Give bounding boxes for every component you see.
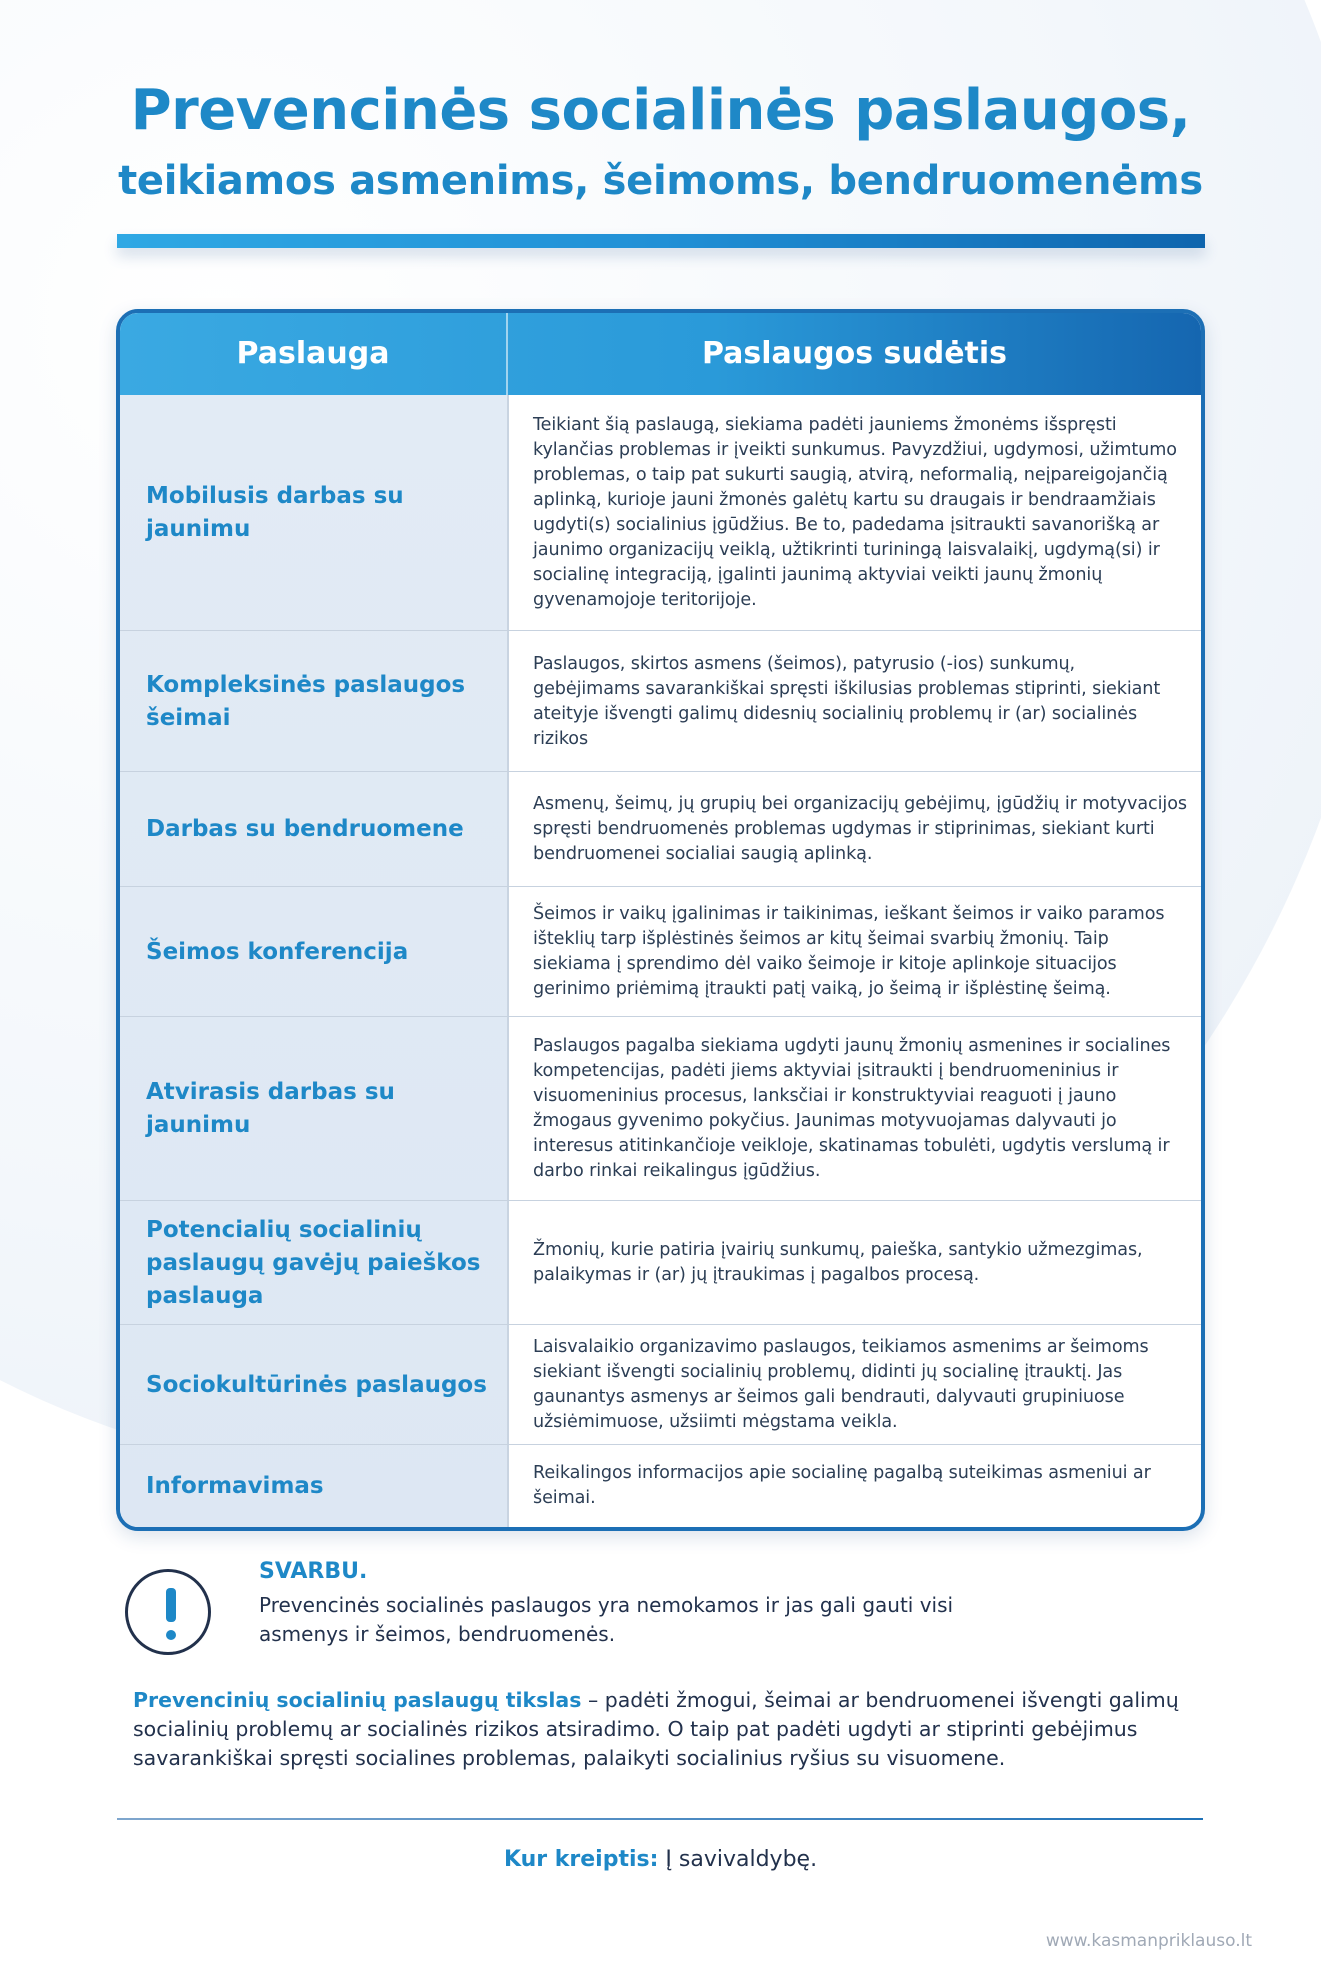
table-row bbox=[120, 1201, 1201, 1325]
exclamation-bar bbox=[166, 1588, 176, 1622]
where-label: Kur kreiptis: bbox=[503, 1847, 659, 1872]
notice-text: Prevencinės socialinės paslaugos yra nemokamos ir jas gali gauti visi asmenys ir šeimos, bendruomenės. bbox=[259, 1593, 954, 1646]
goal-label: Prevencinių socialinių paslaugų tikslas bbox=[133, 1688, 582, 1712]
table-header bbox=[120, 313, 1201, 395]
table-row bbox=[120, 395, 1201, 631]
website-url: www.kasmanpriklauso.lt bbox=[1045, 1931, 1252, 1951]
title-underline bbox=[117, 234, 1205, 248]
service-description: Paslaugos pagalba siekiama ugdyti jaunų žmonių asmenines ir socialines kompetencijas, padėti jiems aktyviai įsitraukti į bendruomeninius ir visuomeninius procesus, lanksčiai ir konstruktyviai reaguoti į jauno žmogaus gyvenimo pokyčius. Jaunimas motyvuojamas dalyvauti jo interesus atitinkančioje veikloje, skatinamas tobulėti, ugdytis verslumą ir darbo rinkai reikalingus įgūdžius. bbox=[533, 1036, 1171, 1181]
service-name: Darbas su bendruomene bbox=[146, 816, 464, 842]
exclamation-icon bbox=[125, 1569, 211, 1655]
exclamation-dot bbox=[166, 1630, 176, 1640]
notice-title: SVARBU. bbox=[259, 1559, 368, 1584]
service-description: Teikiant šią paslaugą, siekiama padėti jauniems žmonėms išspręsti kylančias problemas ir įveikti sunkumus. Pavyzdžiui, ugdymosi, užimtumo problemas, o taip pat sukurti saugią, atvirą, neformalią, neįpareigojančią aplinką, kurioje jauni žmonės galėtų kartu su draugais ir bendraamžiais ugdyti(s) socialinius įgūdžius. Be to, padedama įsitraukti savanorišką ar jaunimo organizacijų veiklą, užtikrinti turiningą laisvalaikį, ugdymą(si) ir socialinę integraciją, įgalinti jaunimą aktyviai veikti jaunų žmonių gyvenamojoje teritorijoje. bbox=[533, 415, 1177, 610]
service-description: Paslaugos, skirtos asmens (šeimos), patyrusio (-ios) sunkumų, gebėjimams savarankiškai spręsti iškilusias problemas stiprinti, siekiant ateityje išvengti galimų didesnių socialinių problemų ir (ar) socialinės rizikos bbox=[533, 653, 1161, 749]
service-name: Informavimas bbox=[146, 1472, 324, 1499]
services-table bbox=[116, 309, 1205, 1531]
service-description: Laisvalaikio organizavimo paslaugos, teikiamos asmenims ar šeimoms siekiant išvengti socialinių problemų, didinti jų socialinę įtrauktį. Jas gaunantys asmenys ar šeimos gali bendrauti, dalyvauti grupiniuose užsiėmimuose, užsiimti mėgstama veikla. bbox=[533, 1337, 1149, 1432]
service-name: Potencialių socialinių paslaugų gavėjų paieškos paslauga bbox=[146, 1216, 481, 1309]
service-description: Šeimos ir vaikų įgalinimas ir taikinimas, ieškant šeimos ir vaiko paramos išteklių tarp išplėstinės šeimos ar kitų šeimai svarbių žmonių. Taip siekiama į sprendimo dėl vaiko šeimoje ir kitoje aplinkoje situacijos gerinimo priėmimą įtraukti patį vaiką, jo šeimą ir išplėstinę šeimą. bbox=[533, 904, 1165, 999]
service-name: Sociokultūrinės paslaugos bbox=[146, 1371, 487, 1398]
service-description: Žmonių, kurie patiria įvairių sunkumų, paieška, santykio užmezgimas, palaikymas ir (ar) jų įtraukimas į pagalbos procesą. bbox=[533, 1240, 1143, 1285]
service-description: Reikalingos informacijos apie socialinę pagalbą suteikimas asmeniui ar šeimai. bbox=[533, 1463, 1151, 1508]
service-name: Atvirasis darbas su jaunimu bbox=[146, 1079, 395, 1138]
service-name: Šeimos konferencija bbox=[146, 938, 409, 965]
service-description: Asmenų, šeimų, jų grupių bei organizacijų gebėjimų, įgūdžių ir motyvacijos spręsti bendruomenės problemas ugdymas ir stiprinimas, siekiant kurti bendruomenei socialiai saugią aplinką. bbox=[533, 794, 1187, 864]
goal-text: – padėti žmogui, šeimai ar bendruomenei išvengti galimų socialinių problemų ar socialinės rizikos atsiradimo. O taip pat padėti ugdyti ar stiprinti gebėjimus savarankiškai spręsti socialines problemas, palaikyti socialinius ryšius su visuomene. bbox=[133, 1688, 1179, 1770]
goal-paragraph bbox=[133, 1686, 1203, 1773]
service-name: Mobilusis darbas su jaunimu bbox=[146, 483, 404, 542]
table-row bbox=[120, 1445, 1201, 1527]
service-name: Kompleksinės paslaugos šeimai bbox=[146, 671, 466, 731]
where-text: Į savivaldybę. bbox=[658, 1847, 818, 1872]
page-subtitle: teikiamos asmenims, šeimoms, bendruomenėms bbox=[118, 158, 1203, 204]
where-to-apply bbox=[0, 1847, 1321, 1872]
table-row bbox=[120, 1017, 1201, 1201]
table-row bbox=[120, 887, 1201, 1017]
footer-divider bbox=[117, 1818, 1203, 1820]
column-header-service: Paslauga bbox=[236, 336, 390, 371]
column-header-content: Paslaugos sudėtis bbox=[701, 336, 1008, 371]
table-row bbox=[120, 1325, 1201, 1445]
table-row bbox=[120, 631, 1201, 772]
page-title: Prevencinės socialinės paslaugos, bbox=[130, 78, 1191, 143]
table-row bbox=[120, 772, 1201, 887]
